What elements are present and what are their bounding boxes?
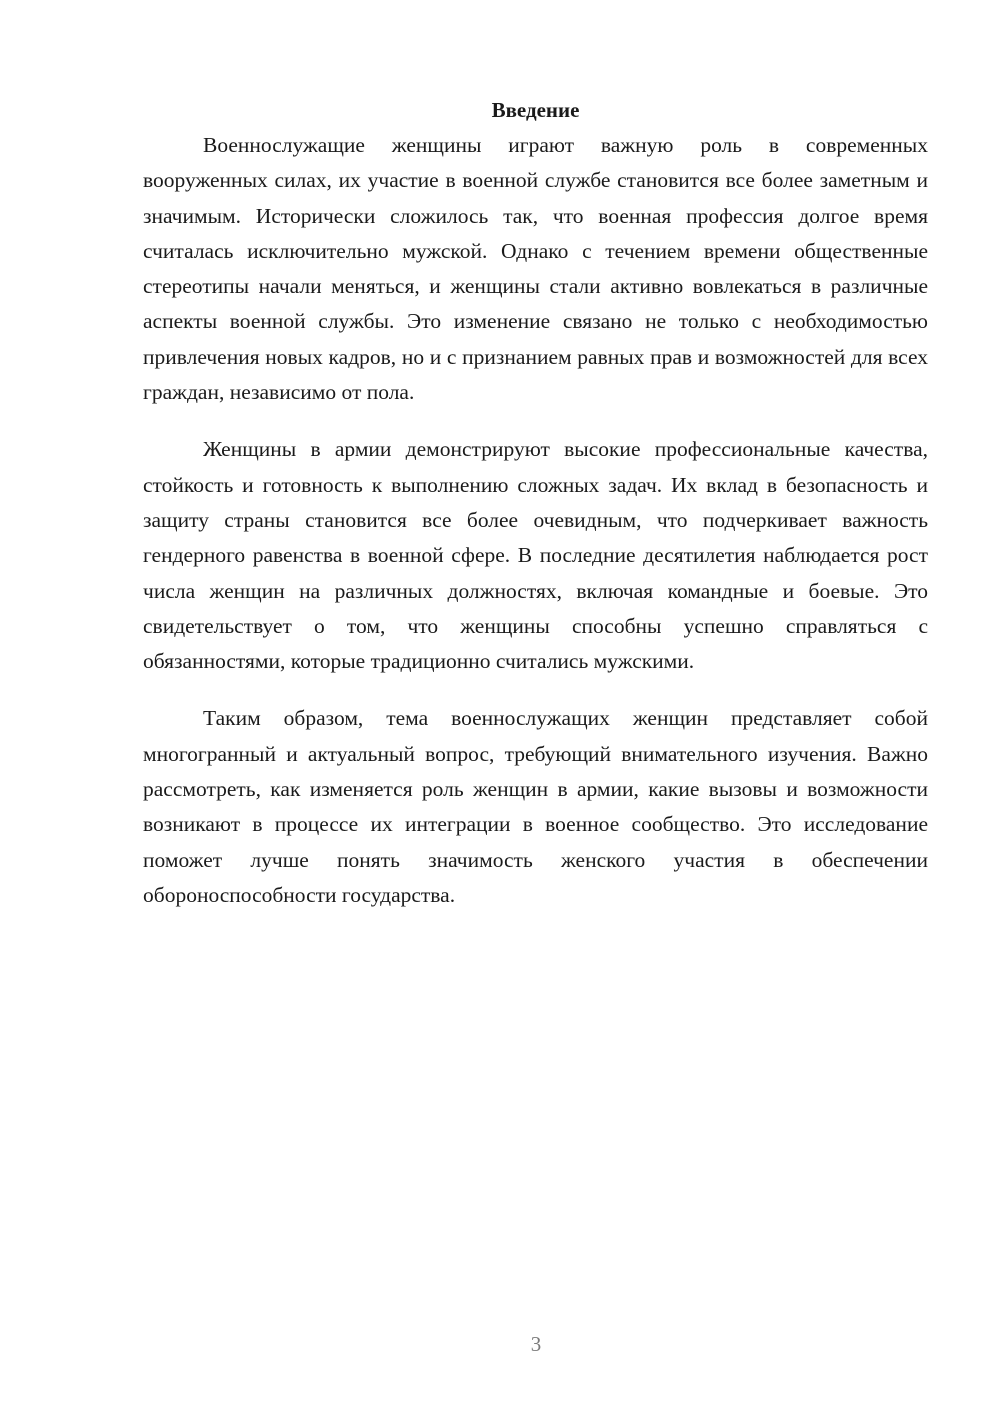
paragraph-1: Военнослужащие женщины играют важную роль в современных вооруженных силах, их участие в военной службе становится все более заметным и значимым. Исторически сложилось так, что военная профессия долгое время считалась исключительно мужской. Однако с течением времени общественные стереотипы начали меняться, и женщины стали активно вовлекаться в различные аспекты военной службы. Это изменение связано не только с необходимостью привлечения новых кадров, но и с признанием равных прав и возможностей для всех граждан, независимо от пола. xyxy=(143,133,928,405)
paragraph-3: Таким образом, тема военнослужащих женщин представляет собой многогранный и актуальный вопрос, требующий внимательного изучения. Важно рассмотреть, как изменяется роль женщин в армии, какие вызовы и возможности возникают в процессе их интеграции в военное сообщество. Это исследование поможет лучше понять значимость женского участия в обеспечении обороноспособности государства. xyxy=(143,706,928,907)
page-content xyxy=(143,92,928,935)
paragraph-2: Женщины в армии демонстрируют высокие профессиональные качества, стойкость и готовность к выполнению сложных задач. Их вклад в безопасность и защиту страны становится все более очевидным, что подчеркивает важность гендерного равенства в военной сфере. В последние десятилетия наблюдается рост числа женщин на различных должностях, включая командные и боевые. Это свидетельствует о том, что женщины способны успешно справляться с обязанностями, которые традиционно считались мужскими. xyxy=(143,437,928,674)
page-number: 3 xyxy=(530,1332,542,1356)
section-title: Введение xyxy=(491,98,580,122)
